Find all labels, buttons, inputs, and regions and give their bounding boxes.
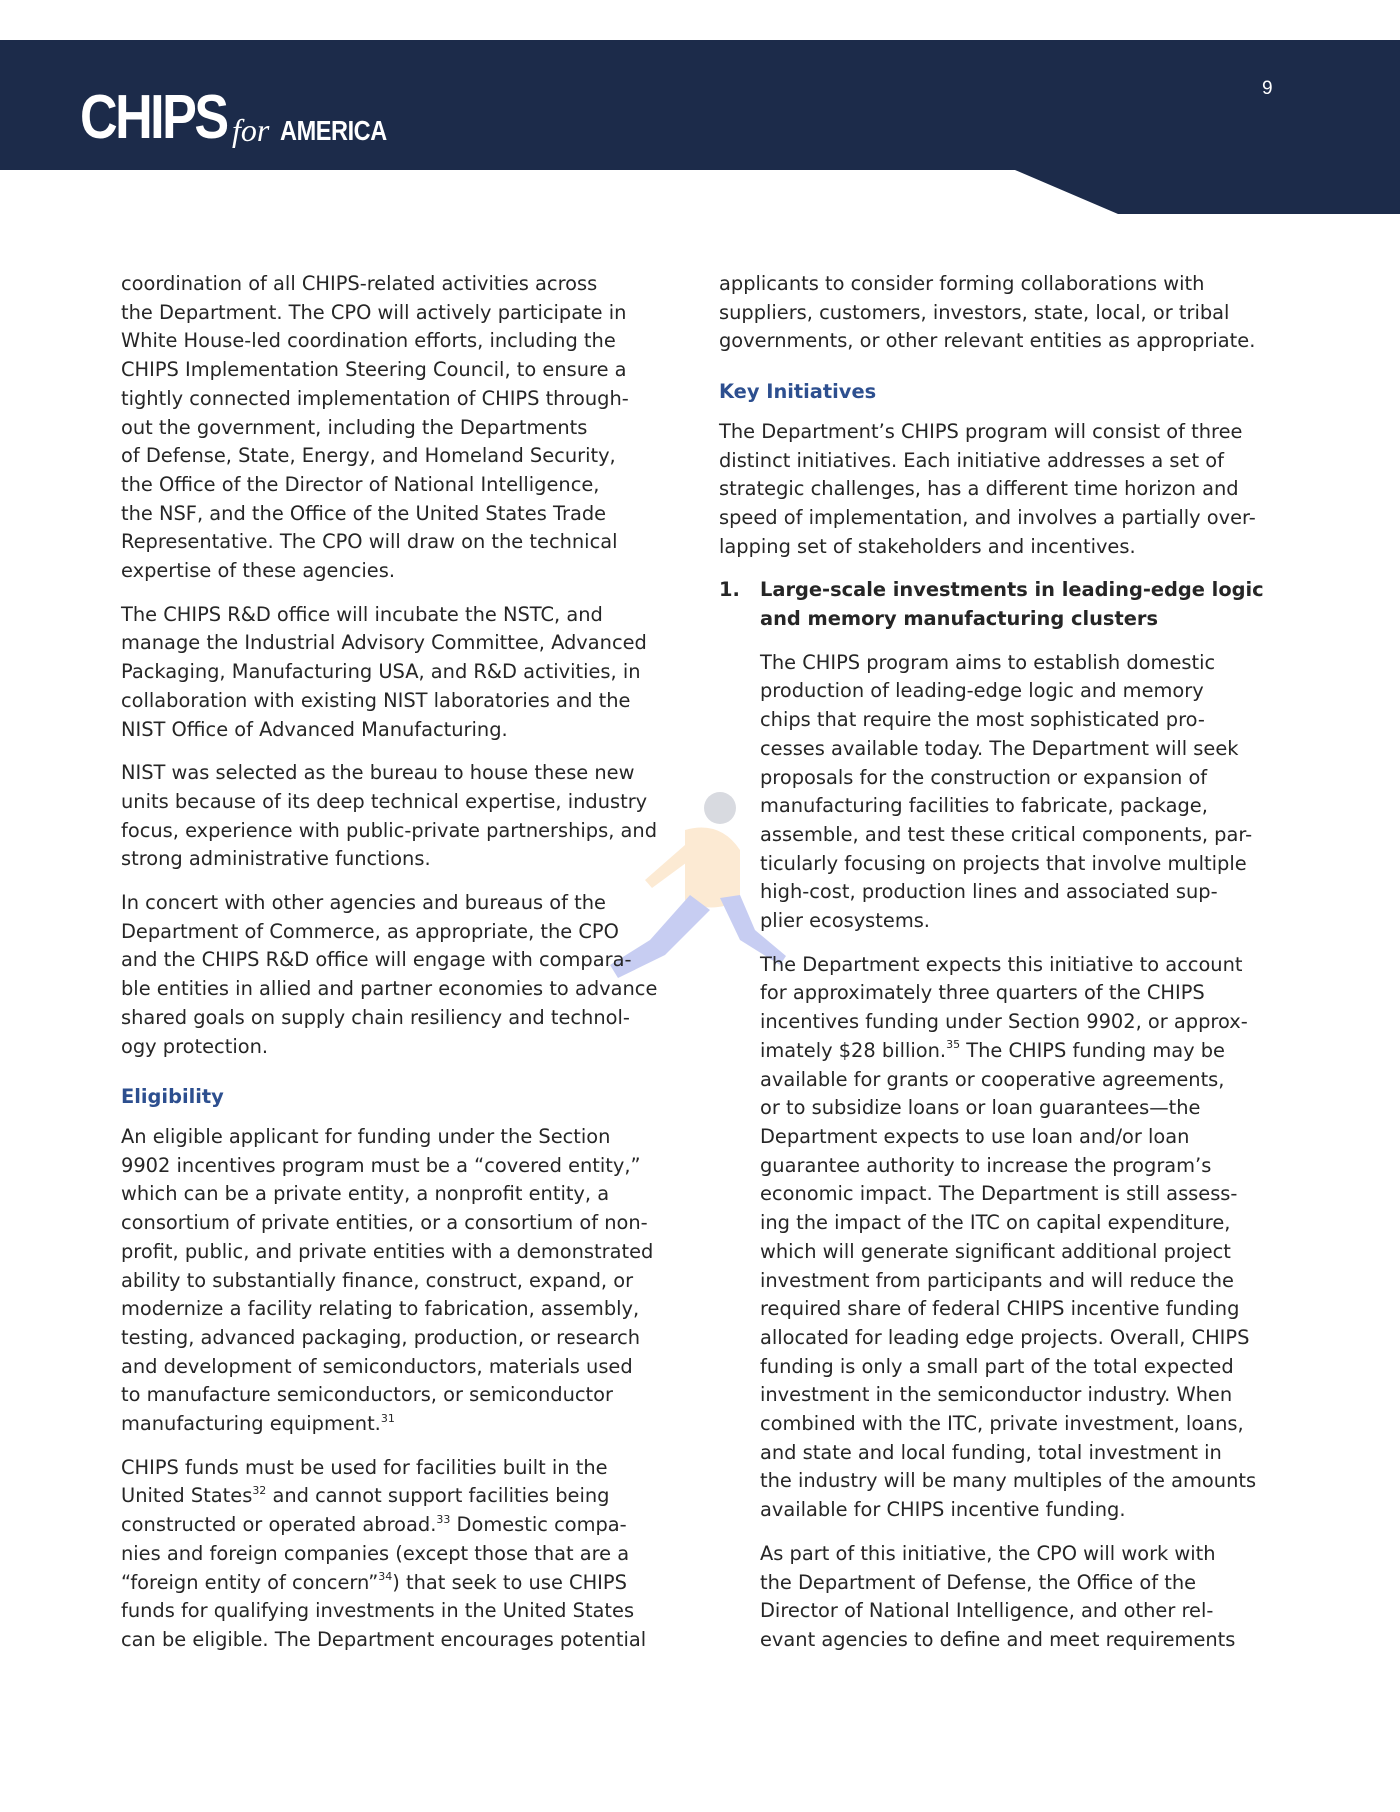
eligibility-heading: Eligibility <box>121 1085 224 1109</box>
text-line: of Defense, State, Energy, and Homeland Security, <box>121 444 616 468</box>
text-line: plier ecosystems. <box>760 909 930 933</box>
text-line: incentives funding under Section 9902, or approx- <box>760 1010 1248 1034</box>
text-line: ticularly focusing on projects that involve multiple <box>760 851 1247 875</box>
text-line: units because of its deep technical expertise, industry <box>121 789 648 813</box>
text-line: Director of National Intelligence, and other rel- <box>760 1599 1214 1623</box>
text-line: and memory manufacturing clusters <box>760 607 1159 631</box>
text-line <box>121 1482 689 1511</box>
logo-america-text: AMERICA <box>280 115 387 146</box>
text-line: distinct initiatives. Each initiative addresses a set of <box>719 448 1224 472</box>
text-fragment: constructed or operated abroad. <box>121 1513 437 1537</box>
text-fragment: Domestic compa- <box>450 1513 627 1537</box>
text-line: NIST was selected as the bureau to house these new <box>121 761 635 785</box>
text-line: An eligible applicant for funding under the Section <box>121 1124 611 1148</box>
left-column <box>121 270 689 1670</box>
text-line: As part of this initiative, the CPO will work with <box>760 1541 1216 1565</box>
initiative-1-title <box>760 576 1285 633</box>
text-line: 9902 incentives program must be a “covered entity,” <box>121 1153 641 1177</box>
text-line: speed of implementation, and involves a partially over- <box>719 505 1256 529</box>
text-line: the NSF, and the Office of the United States Trade <box>121 501 607 525</box>
text-line: allocated for leading edge projects. Overall, CHIPS <box>760 1325 1250 1349</box>
initiative-1-paragraph-2 <box>760 951 1285 1525</box>
list-number: 1. <box>719 578 740 602</box>
logo-chips-text: CHIPS <box>80 83 227 152</box>
text-line: The CHIPS R&D office will incubate the NSTC, and <box>121 602 603 626</box>
left-paragraph-5 <box>121 1123 689 1439</box>
text-line: focus, experience with public-private partnerships, and <box>121 818 658 842</box>
text-line: the Department of Defense, the Office of the <box>760 1570 1197 1594</box>
text-line: CHIPS funds must be used for facilities built in the <box>121 1455 608 1479</box>
text-line: which can be a private entity, a nonprofit entity, a <box>121 1182 610 1206</box>
text-line: Large-scale investments in leading-edge logic <box>760 578 1264 602</box>
text-line: investment in the semiconductor industry. When <box>760 1383 1233 1407</box>
text-line: to manufacture semiconductors, or semiconductor <box>121 1383 613 1407</box>
top-margin <box>0 0 1400 40</box>
text-line: strategic challenges, has a different time horizon and <box>719 477 1239 501</box>
footnote-33: 33 <box>436 1512 451 1526</box>
text-line: required share of federal CHIPS incentive funding <box>760 1297 1240 1321</box>
text-line: testing, advanced packaging, production, or research <box>121 1325 641 1349</box>
text-line: evant agencies to define and meet requirements <box>760 1627 1236 1651</box>
text-fragment: ) that seek to use CHIPS <box>392 1570 627 1594</box>
text-line: and the CHIPS R&D office will engage with compara- <box>121 948 632 972</box>
chips-for-america-logo <box>80 82 387 153</box>
text-line: and state and local funding, total investment in <box>760 1440 1222 1464</box>
text-line: The Department’s CHIPS program will consist of three <box>719 419 1243 443</box>
text-line: tightly connected implementation of CHIPS through- <box>121 386 629 410</box>
text-line <box>121 1511 689 1540</box>
footnote-32: 32 <box>252 1483 267 1497</box>
text-line: economic impact. The Department is still assess- <box>760 1182 1238 1206</box>
text-line: cesses available today. The Department will seek <box>760 736 1239 760</box>
left-paragraph-3 <box>121 759 689 874</box>
initiative-1-paragraph-3 <box>760 1540 1285 1655</box>
text-line: and development of semiconductors, materials used <box>121 1354 633 1378</box>
text-line: strong administrative functions. <box>121 847 431 871</box>
text-line: available for CHIPS incentive funding. <box>760 1498 1126 1522</box>
text-fragment: manufacturing equipment. <box>121 1412 381 1436</box>
text-line: governments, or other relevant entities as appropriate. <box>719 329 1256 353</box>
text-line: funds for qualifying investments in the United States <box>121 1599 635 1623</box>
text-line: The Department expects this initiative to account <box>760 952 1243 976</box>
logo-for-text: for <box>232 112 270 148</box>
text-line: out the government, including the Departments <box>121 415 588 439</box>
text-line: The CHIPS program aims to establish domestic <box>760 650 1216 674</box>
text-line: CHIPS Implementation Steering Council, to ensure a <box>121 358 627 382</box>
text-fragment: imately $28 billion. <box>760 1038 947 1062</box>
text-line: In concert with other agencies and bureaus of the <box>121 891 606 915</box>
text-fragment: The CHIPS funding may be <box>960 1038 1225 1062</box>
footnote-34: 34 <box>378 1570 393 1584</box>
text-line: the Department. The CPO will actively participate in <box>121 300 627 324</box>
text-line: profit, public, and private entities with a demonstrated <box>121 1239 654 1263</box>
key-initiatives-heading: Key Initiatives <box>719 380 877 404</box>
text-line: ogy protection. <box>121 1034 269 1058</box>
text-line: modernize a facility relating to fabrication, assembly, <box>121 1297 640 1321</box>
text-line <box>121 1410 689 1439</box>
text-fragment: and cannot support facilities being <box>266 1484 610 1508</box>
text-line: production of leading-edge logic and memory <box>760 679 1204 703</box>
text-line: collaboration with existing NIST laboratories and the <box>121 688 631 712</box>
text-line: or to subsidize loans or loan guarantees—the <box>760 1096 1201 1120</box>
page-number: 9 <box>1262 78 1273 99</box>
text-line: applicants to consider forming collaborations with <box>719 272 1205 295</box>
initiative-1-paragraph-1 <box>760 649 1285 936</box>
text-line: Department expects to use loan and/or loan <box>760 1124 1190 1148</box>
footnote-35: 35 <box>946 1038 961 1052</box>
left-paragraph-4 <box>121 889 689 1061</box>
left-paragraph-2 <box>121 601 689 745</box>
text-fragment: “foreign entity of concern” <box>121 1570 379 1594</box>
text-line: ing the impact of the ITC on capital expenditure, <box>760 1211 1231 1235</box>
text-line: which will generate significant additional project <box>760 1239 1231 1263</box>
text-line: can be eligible. The Department encourages potential <box>121 1627 647 1651</box>
text-line: investment from participants and will reduce the <box>760 1268 1234 1292</box>
text-line: combined with the ITC, private investment, loans, <box>760 1412 1244 1436</box>
text-line: available for grants or cooperative agreements, <box>760 1067 1225 1091</box>
text-line: expertise of these agencies. <box>121 559 395 583</box>
text-line: suppliers, customers, investors, state, local, or tribal <box>719 300 1230 324</box>
text-line: high-cost, production lines and associated sup- <box>760 880 1218 904</box>
text-line: coordination of all CHIPS-related activities across <box>121 272 598 295</box>
text-line: manage the Industrial Advisory Committee, Advanced <box>121 631 647 655</box>
text-line: shared goals on supply chain resiliency and technol- <box>121 1005 630 1029</box>
left-paragraph-6 <box>121 1454 689 1655</box>
right-paragraph-2 <box>719 418 1285 562</box>
text-line: Department of Commerce, as appropriate, the CPO <box>121 919 619 943</box>
text-line: White House-led coordination efforts, including the <box>121 329 616 353</box>
text-line: proposals for the construction or expansion of <box>760 765 1208 789</box>
text-line: funding is only a small part of the total expected <box>760 1354 1234 1378</box>
text-line: the industry will be many multiples of the amounts <box>760 1469 1257 1493</box>
text-line: guarantee authority to increase the program’s <box>760 1153 1212 1177</box>
text-line: consortium of private entities, or a consortium of non- <box>121 1211 648 1235</box>
footnote-31: 31 <box>380 1411 395 1425</box>
text-line: assemble, and test these critical components, par- <box>760 822 1253 846</box>
text-line <box>121 1569 689 1598</box>
text-line: NIST Office of Advanced Manufacturing. <box>121 717 508 741</box>
right-column <box>719 270 1285 1670</box>
text-line: Packaging, Manufacturing USA, and R&D activities, in <box>121 660 641 684</box>
text-line <box>760 1037 1285 1066</box>
text-line: for approximately three quarters of the CHIPS <box>760 981 1205 1005</box>
right-paragraph-1 <box>719 270 1285 356</box>
text-line: ble entities in allied and partner economies to advance <box>121 977 658 1001</box>
text-line: the Office of the Director of National Intelligence, <box>121 472 600 496</box>
text-line: lapping set of stakeholders and incentives. <box>719 534 1136 558</box>
initiative-list-item-1 <box>719 576 1285 1654</box>
left-paragraph-1 <box>121 270 689 586</box>
text-line: chips that require the most sophisticated pro- <box>760 708 1205 732</box>
text-fragment: United States <box>121 1484 253 1508</box>
text-line: manufacturing facilities to fabricate, package, <box>760 794 1208 818</box>
text-line: Representative. The CPO will draw on the technical <box>121 530 618 554</box>
text-line: nies and foreign companies (except those that are a <box>121 1541 630 1565</box>
text-line: ability to substantially finance, construct, expand, or <box>121 1268 634 1292</box>
